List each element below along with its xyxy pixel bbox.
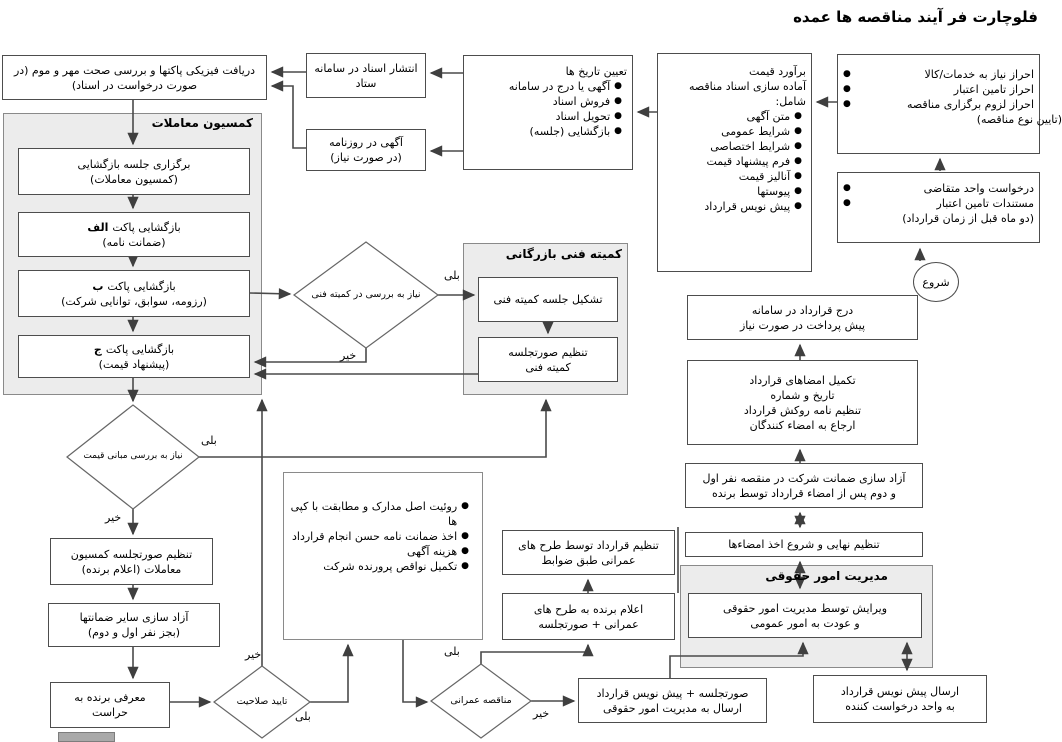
introduce-winner-box: معرفی برنده به حراست	[50, 682, 170, 728]
bullet-icon: ●	[794, 171, 802, 181]
edge-label-yes: بلی	[295, 710, 311, 723]
opening-session-box: برگزاری جلسه بازگشایی (کمسیون معاملات)	[18, 148, 250, 195]
bullet-icon: ●	[794, 111, 802, 121]
bullet-icon: ●	[843, 99, 851, 109]
civil-tender-decision-label: مناقصه عمرانی	[450, 695, 512, 706]
bullet-icon: ●	[461, 546, 469, 556]
verify-documents-box: ● روئیت اصل مدارک و مطابقت با کپی ها ● اخذ ضمانت نامه حسن انجام قرارداد ● هزینه آگهی ● تکمیل نواقص پرورنده شرکت	[283, 472, 483, 640]
bullet-icon: ●	[614, 81, 622, 91]
start-node: شروع	[913, 262, 959, 302]
bullet-icon: ●	[794, 156, 802, 166]
bullet-icon: ●	[614, 96, 622, 106]
tech-review-decision-label: نیاز به بررسی در کمیته فنی	[311, 289, 421, 300]
envelope-c-box: بازگشایی پاکت ج (پیشنهاد قیمت)	[18, 335, 250, 378]
civil-announce-winner-box: اعلام برنده به طرح های عمرانی + صورتجلسه	[502, 593, 675, 640]
final-signatures-box: تنظیم نهایی و شروع اخذ امضاءها	[685, 532, 923, 557]
bullet-icon: ●	[461, 531, 469, 541]
bullet-icon: ●	[794, 201, 802, 211]
qualification-decision-label: تایید صلاحیت	[236, 696, 288, 707]
bullet-icon: ●	[461, 561, 469, 571]
needs-assessment-box: ● احراز نیاز به خدمات/کالا ● احراز تامین اعتبار ● احراز لزوم برگزاری مناقصه (تایین نوع مناقصه)	[837, 54, 1040, 154]
winner-minutes-box: تنظیم صورتجلسه کمسیون معاملات (اعلام برنده)	[50, 538, 213, 585]
edge-label-no: خیر	[245, 648, 262, 661]
requester-docs-box: ● درخواست واحد متقاضی ● مستندات تامین اعتبار (دو ماه قبل از زمان قرارداد)	[837, 172, 1040, 243]
bullet-icon: ●	[794, 126, 802, 136]
complete-signatures-box: تکمیل امضاهای قرارداد تاریخ و شماره تنظیم نامه روکش قرارداد ارجاع به امضاء کنندگان	[687, 360, 918, 445]
edge-label-yes: بلی	[201, 434, 217, 447]
page-title: فلوچارت فر آیند مناقصه ها عمده	[793, 8, 1038, 26]
send-draft-box: ارسال پیش نویس قرارداد به واحد درخواست کننده	[813, 675, 987, 723]
price-basis-decision-label: نیاز به بررسی مبانی قیمت	[83, 451, 183, 461]
register-contract-box: درج قرارداد در سامانه پیش پرداخت در صورت نیاز	[687, 295, 918, 340]
bullet-icon: ●	[614, 111, 622, 121]
receive-envelopes-box: دریافت فیزیکی پاکتها و بررسی صحت مهر و موم (در صورت درخواست در اسناد)	[2, 55, 267, 100]
set-dates-box: تعیین تاریخ ها ● آگهی یا درج در سامانه ● فروش اسناد ● تحویل اسناد ● بازگشایی (جلسه)	[463, 55, 633, 170]
bullet-icon: ●	[794, 141, 802, 151]
bullet-icon: ●	[794, 186, 802, 196]
legal-dept-container-title: مدیریت امور حقوقی	[765, 569, 888, 583]
envelope-b-box: بازگشایی پاکت ب (رزومه، سوابق، توانایی شرکت)	[18, 270, 250, 317]
bullet-icon: ●	[843, 69, 851, 79]
edge-label-yes: بلی	[444, 645, 460, 658]
edge-label-no: خیر	[340, 349, 357, 362]
bullet-icon: ●	[461, 501, 469, 511]
envelope-a-box: بازگشایی پاکت الف (ضمانت نامه)	[18, 212, 250, 257]
bullet-icon: ●	[843, 183, 851, 193]
bullet-icon: ●	[614, 126, 622, 136]
bullet-icon: ●	[843, 198, 851, 208]
civil-contract-box: تنظیم قرارداد توسط طرح های عمرانی طبق ضوابط	[502, 530, 675, 575]
edge-label-no: خیر	[533, 707, 550, 720]
legal-edit-box: ویرایش توسط مدیریت امور حقوقی و عودت به امور عمومی	[688, 593, 922, 638]
edge-label-yes: بلی	[444, 269, 460, 282]
price-estimate-box: برآورد قیمت آماده سازی اسناد مناقصه شامل: ● متن آگهی ● شرایط عمومی ● شرایط اختصاصی ● فرم پیشنهاد قیمت ● آنالیز قیمت ● پیوستها ● پیش نویس قرارداد	[657, 53, 812, 272]
release-winner-guarantee-box: آزاد سازی ضمانت شرکت در منقصه نفر اول و دوم پس از امضاء قرارداد توسط برنده	[685, 463, 923, 508]
bullet-icon: ●	[843, 84, 851, 94]
edge-label-no: خیر	[105, 511, 122, 524]
tech-minutes-box: تنظیم صورتجلسه کمیته فنی	[478, 337, 618, 382]
tech-meeting-box: تشکیل جلسه کمیته فنی	[478, 277, 618, 322]
tech-committee-container-title: کمیته فنی بازرگانی	[505, 247, 622, 261]
publish-docs-box: انتشار اسناد در سامانه ستاد	[306, 53, 426, 98]
minutes-to-legal-box: صورتجلسه + پیش نویس قرارداد ارسال به مدیریت امور حقوقی	[578, 678, 767, 723]
release-other-guarantees-box: آزاد سازی سایر ضمانتها (بجز نفر اول و دوم)	[48, 603, 220, 647]
screen-artifact	[58, 732, 115, 742]
newspaper-ad-box: آگهی در روزنامه (در صورت نیاز)	[306, 129, 426, 171]
commission-container-title: کمسیون معاملات	[151, 116, 253, 130]
